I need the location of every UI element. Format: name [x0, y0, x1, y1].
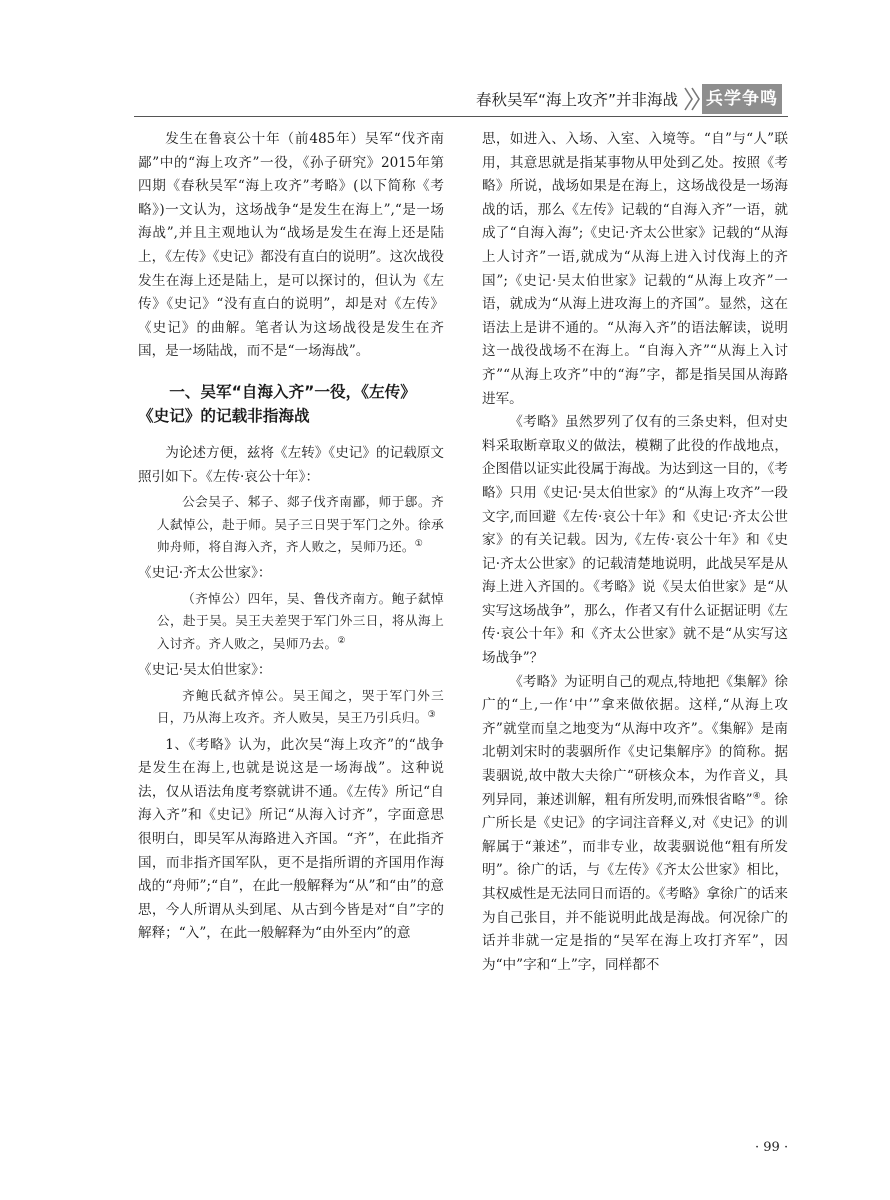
paragraph-3 — [482, 671, 788, 978]
intro-paragraph: 发生在鲁哀公十年（前485年）吴军“伐齐南鄙”中的“海上攻齐”一役，《孙子研究》2015年第四期《春秋吴军“海上攻齐”考略》(以下简称《考略》)一文认为，这场战争“是发生在海上”,“是一场海战”,并且主观地认为“战场是发生在海上还是陆上，《左传》《史记》都没有直白的说明”。这次战役发生在海上还是陆上，是可以探讨的，但认为《左传》《史记》“没有直白的说明”，却是对《左传》《史记》的曲解。笔者认为这场战役是发生在齐国，是一场陆战，而不是“一场海战”。 — [138, 131, 445, 360]
running-header — [0, 84, 890, 114]
label-qi: 《史记·齐太公世家》： — [138, 565, 272, 582]
quote-wu — [138, 685, 444, 730]
running-title: 春秋吴军“海上攻齐”并非海战 — [475, 91, 678, 109]
point-1-paragraph: 1、《考略》认为，此次吴“海上攻齐”的“战争是发生在海上,也就是说这是一场海战”。这种说法，仅从语法角度考察就讲不通。《左传》所记“自海入齐”和《史记》所记“从海入讨齐”，字面意思很明白，即吴军从海路进入齐国。“齐”，在此指齐国，而非指齐国军队，更不是指所谓的齐国用作海战的“舟师”;“自”，在此一般解释为“从”和“由”的意思，今人所谓从头到尾、从古到今皆是对“自”字的解释；“入”，在此一般解释为“由外至内”的意 — [138, 736, 444, 942]
paragraph-2: 《考略》虽然罗列了仅有的三条史料，但对史料采取断章取义的做法，模糊了此役的作战地点，企图借以证实此役属于海战。为达到这一目的，《考略》只用《史记·吴太伯世家》的“从海上攻齐”一段文字,而回避《左传·哀公十年》和《史记·齐太公世家》的有关记载。因为,《左传·哀公十年》和《史记·齐太公世家》的记载清楚地说明，此战吴军是从海上进入齐国的。《考略》说《吴太伯世家》是“从实写这场战争”，那么，作者又有什么证据证明《左传·哀公十年》和《齐太公世家》就不是“从实写这场战争”？ — [482, 414, 789, 667]
quote-qi-text: （齐悼公）四年，吴、鲁伐齐南方。鲍子弑悼公，赴于吴。吴王夫差哭于军门外三日，将从海上入讨齐。齐人败之，吴师乃去。 — [156, 590, 444, 651]
right-column — [482, 128, 788, 977]
quote-wu-text: 齐鲍氏弑齐悼公。吴王闻之，哭于军门外三日，乃从海上攻齐。齐人败吴，吴王乃引兵归。 — [156, 687, 444, 726]
footnote-ref-3: ③ — [427, 709, 437, 720]
quote-zuozhuan-text: 公会吴子、邾子、郯子伐齐南鄙，师于鄎。齐人弑悼公，赴于师。吴子三日哭于军门之外。徐承帅舟师，将自海入齐，齐人败之，吴师乃还。 — [156, 494, 444, 554]
continued-paragraph: 思，如进入、入场、入室、入境等。“自”与“人”联用，其意思就是指某事物从甲处到乙处。按照《考略》所说，战场如果是在海上，这场战役是一场海战的话，那么《左传》记载的“自海入齐”一语，就成了“自海入海”;《史记·齐太公世家》记载的“从海上人讨齐”一语,就成为“从海上进入讨伐海上的齐国”;《史记·吴太伯世家》记载的“从海上攻齐”一语，就成为“从海上进攻海上的齐国”。显然，这在语法上是讲不通的。“从海入齐”的语法解读，说明这一战役战场不在海上。“自海入齐”“从海上入讨齐”“从海上攻齐”中的“海”字，都是指吴国从海路进军。 — [482, 131, 788, 407]
header-rule — [134, 116, 788, 117]
quote-qi — [138, 588, 444, 655]
label-wu: 《史记·吴太伯世家》： — [138, 662, 272, 679]
section-heading-line-2: 《史记》的记载非指海战 — [138, 406, 310, 425]
page-number: · 99 · — [755, 1140, 789, 1155]
footnote-ref-2: ② — [337, 635, 346, 646]
paragraph-3-part-a: 《考略》为证明自己的观点,特地把《集解》徐广的“上,一作‘中’”拿来做依据。这样,“从海上攻齐”就堂而皇之地变为“从海中攻齐”。《集解》是南北朝刘宋时的裴骃所作《史记集解序》的简称。据裴骃说,故中散大夫徐广“研核众本，为作音义，具列异同，兼述训解，粗有所发明,而殊恨省略” — [482, 673, 788, 808]
section-heading-1 — [138, 380, 444, 428]
footnote-ref-4: ④ — [752, 791, 761, 802]
quote-zuozhuan — [138, 491, 444, 558]
left-column — [138, 128, 444, 946]
paragraph-3-part-b: 。徐广所长是《史记》的字词注音释义,对《史记》的训解属于“兼述”，而非专业，故裴骃说他“粗有所发明”。徐广的话，与《左传》《齐太公世家》相比，其权威性是无法同日而语的。《考略》拿徐广的话来为自己张目，并不能说明此战是海战。何况徐广的话并非就一定是指的“吴军在海上攻打齐军”，因为“中”字和“上”字，同样都不 — [482, 791, 788, 973]
source-intro-paragraph: 为论述方便，兹将《左转》《史记》的记载原文照引如下。《左传·哀公十年》： — [138, 444, 444, 485]
footnote-ref-1: ① — [414, 538, 424, 549]
section-heading-line-1: 一、吴军“自海入齐”一役，《左传》 — [169, 382, 416, 401]
section-badge: 兵学争鸣 — [702, 84, 782, 114]
